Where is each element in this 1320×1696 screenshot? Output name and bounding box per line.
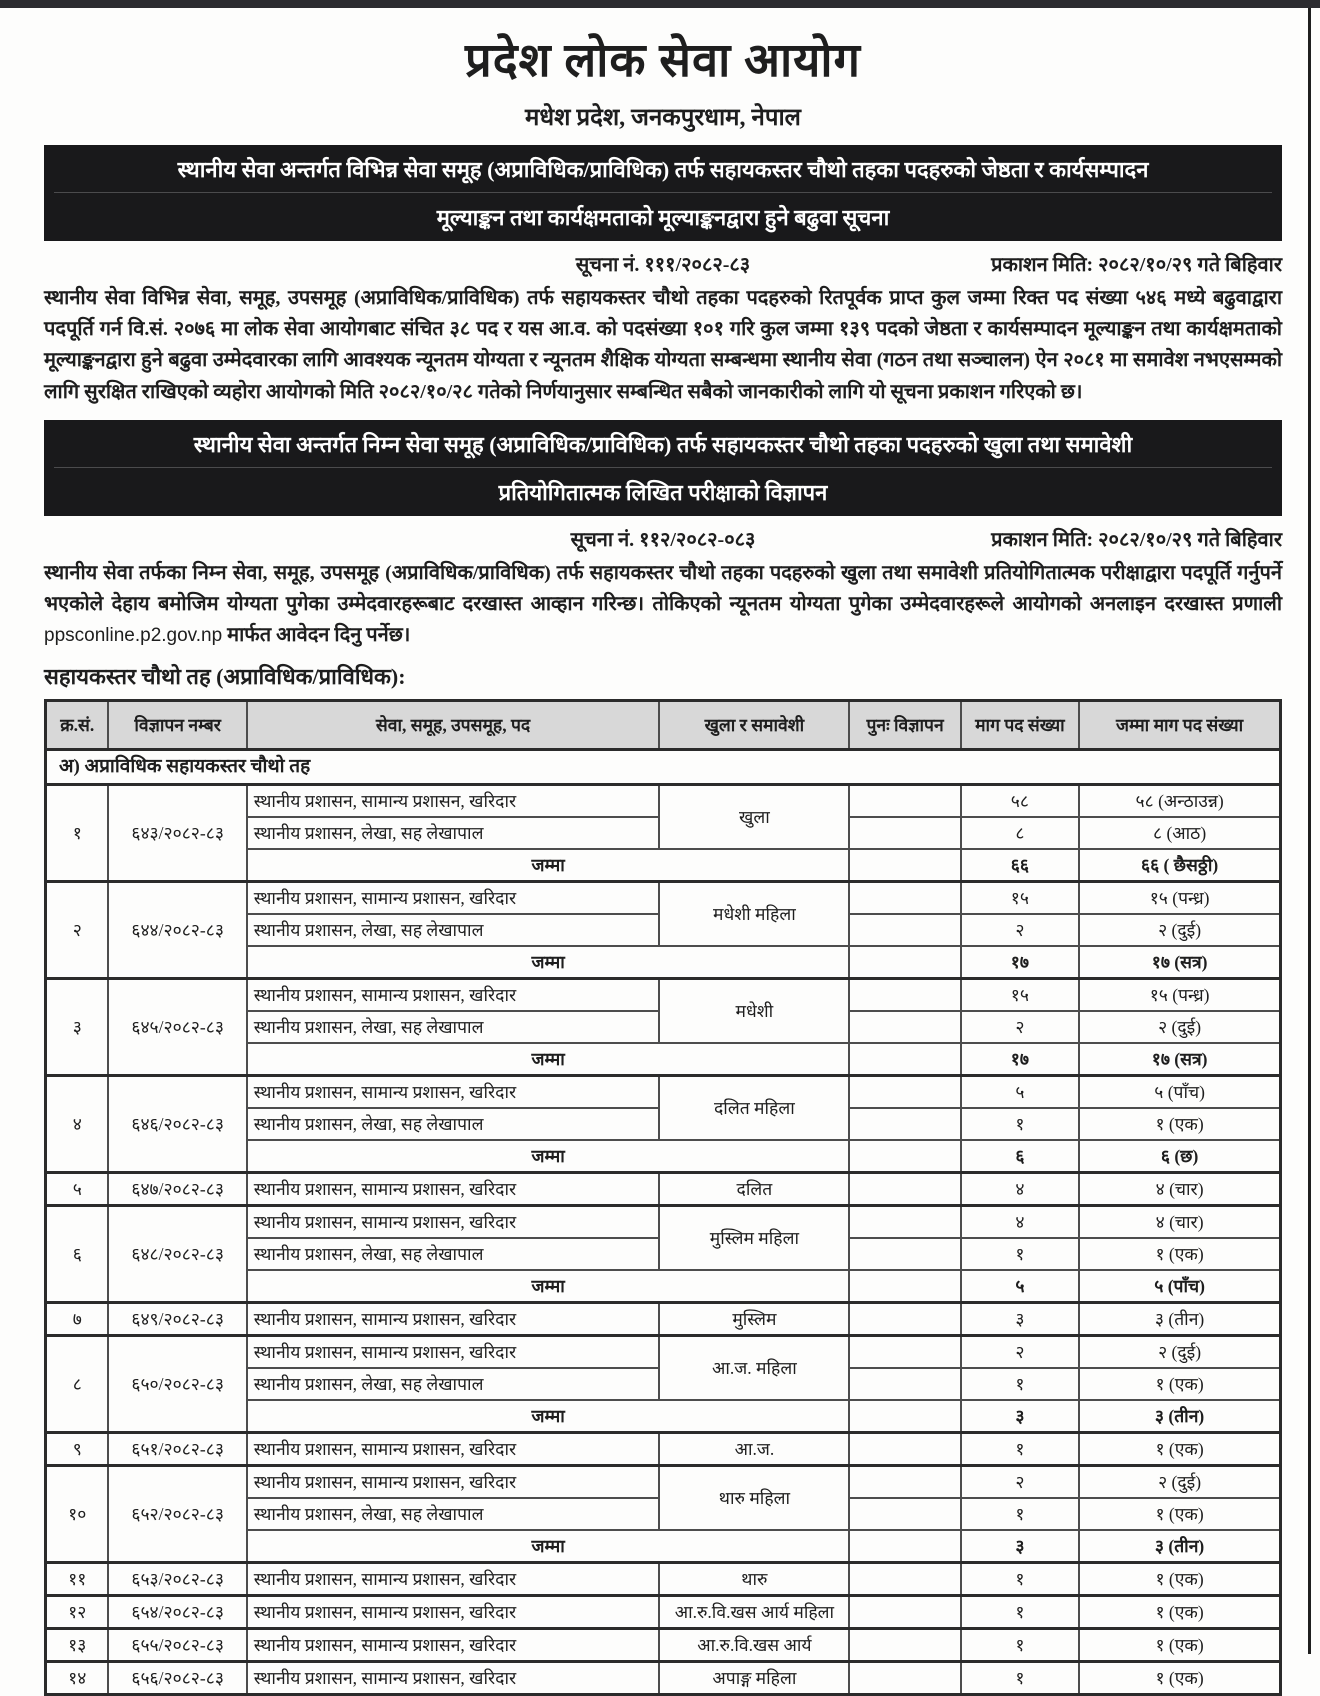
serial-cell: १३ (46, 1629, 109, 1662)
category-cell: आ.ज. महिला (659, 1336, 849, 1401)
exam-banner-line1: स्थानीय सेवा अन्तर्गत निम्न सेवा समूह (अप्राविधिक/प्राविधिक) तर्फ सहायकस्तर चौथो तहका पदहरुको खुला तथा समावेशी (193, 431, 1133, 457)
demand-count-cell: ५ (961, 1076, 1080, 1109)
demand-count-cell: ३ (961, 1303, 1080, 1336)
readvert-cell (849, 1076, 960, 1109)
readvert-cell (849, 817, 960, 849)
category-cell: दलित (659, 1173, 849, 1206)
notice-number: सूचना नं. ११२/२०८२-०८३ (570, 528, 756, 551)
sum-demand-cell: ६ (961, 1140, 1080, 1173)
readvert-cell (849, 1238, 960, 1270)
total-count-cell: ८ (आठ) (1079, 817, 1280, 849)
post-cell: स्थानीय प्रशासन, सामान्य प्रशासन, खरिदार (247, 1662, 660, 1695)
serial-cell: ११ (46, 1563, 109, 1596)
demand-count-cell: २ (961, 1336, 1080, 1369)
total-count-cell: ३ (तीन) (1079, 1303, 1280, 1336)
advert-no-cell: ६५१/२०८२-८३ (108, 1433, 246, 1466)
sum-total-cell: ६६ ( छैसठ्ठी) (1079, 849, 1280, 882)
advert-no-cell: ६५३/२०८२-८३ (108, 1563, 246, 1596)
total-count-cell: २ (दुई) (1079, 1336, 1280, 1369)
post-cell: स्थानीय प्रशासन, सामान्य प्रशासन, खरिदार (247, 979, 660, 1012)
table-row (46, 1336, 1281, 1369)
serial-cell: ४ (46, 1076, 109, 1173)
table-row (46, 1173, 1281, 1206)
readvert-cell (849, 1173, 960, 1206)
advert-no-cell: ६४४/२०८२-८३ (108, 882, 246, 979)
table-row (46, 979, 1281, 1012)
post-cell: स्थानीय प्रशासन, लेखा, सह लेखापाल (247, 1011, 660, 1043)
readvert-cell (849, 1270, 960, 1303)
post-cell: स्थानीय प्रशासन, सामान्य प्रशासन, खरिदार (247, 785, 660, 818)
post-cell: स्थानीय प्रशासन, लेखा, सह लेखापाल (247, 1108, 660, 1140)
category-cell: मधेशी महिला (659, 882, 849, 947)
table-heading: सहायकस्तर चौथो तह (अप्राविधिक/प्राविधिक): (44, 664, 406, 690)
demand-count-cell: ४ (961, 1173, 1080, 1206)
advert-no-cell: ६४८/२०८२-८३ (108, 1206, 246, 1303)
exam-body-after-url: मार्फत आवेदन दिनु पर्नेछ। (227, 624, 411, 647)
readvert-cell (849, 1400, 960, 1433)
readvert-cell (849, 1043, 960, 1076)
category-cell: दलित महिला (659, 1076, 849, 1141)
promotion-notice-banner (44, 145, 1282, 241)
demand-count-cell: १ (961, 1238, 1080, 1270)
readvert-cell (849, 1466, 960, 1499)
publish-date: प्रकाशन मिति: २०८२/१०/२९ गते बिहिवार (991, 254, 1282, 276)
advert-no-cell: ६४३/२०८२-८३ (108, 785, 246, 882)
serial-cell: १४ (46, 1662, 109, 1695)
advert-no-cell: ६४७/२०८२-८३ (108, 1173, 246, 1206)
sum-demand-cell: १७ (961, 946, 1080, 979)
readvert-cell (849, 1498, 960, 1530)
demand-count-cell: १ (961, 1563, 1080, 1596)
sum-demand-cell: १७ (961, 1043, 1080, 1076)
promotion-banner-line1: स्थानीय सेवा अन्तर्गत विभिन्न सेवा समूह (अप्राविधिक/प्राविधिक) तर्फ सहायकस्तर चौथो तहका पदहरुको जेष्ठता र कार्यसम्पादन (177, 157, 1149, 182)
post-cell: स्थानीय प्रशासन, सामान्य प्रशासन, खरिदार (247, 882, 660, 915)
readvert-cell (849, 946, 960, 979)
serial-cell: ८ (46, 1336, 109, 1433)
table-row (46, 1563, 1281, 1596)
category-cell: मुस्लिम (659, 1303, 849, 1336)
notice-number: सूचना नं. १११/२०८२-८३ (575, 254, 751, 276)
advert-no-cell: ६५६/२०८२-८३ (108, 1662, 246, 1695)
readvert-cell (849, 1140, 960, 1173)
demand-count-cell: १ (961, 1368, 1080, 1400)
post-cell: स्थानीय प्रशासन, लेखा, सह लेखापाल (247, 817, 660, 849)
total-count-cell: १ (एक) (1079, 1629, 1280, 1662)
total-count-cell: १ (एक) (1079, 1433, 1280, 1466)
total-count-cell: १ (एक) (1079, 1368, 1280, 1400)
post-cell: स्थानीय प्रशासन, लेखा, सह लेखापाल (247, 1238, 660, 1270)
post-cell: स्थानीय प्रशासन, सामान्य प्रशासन, खरिदार (247, 1563, 660, 1596)
exam-notice-banner (44, 420, 1282, 516)
sum-label-cell: जम्मा (247, 1530, 850, 1563)
sum-label-cell: जम्मा (247, 849, 850, 882)
total-count-cell: १ (एक) (1079, 1108, 1280, 1140)
table-row (46, 1629, 1281, 1662)
readvert-cell (849, 1662, 960, 1695)
table-row (46, 882, 1281, 915)
total-count-cell: ४ (चार) (1079, 1206, 1280, 1239)
demand-count-cell: २ (961, 1466, 1080, 1499)
total-count-cell: ५८ (अन्ठाउन्न) (1079, 785, 1280, 818)
total-count-cell: ५ (पाँच) (1079, 1076, 1280, 1109)
serial-cell: ६ (46, 1206, 109, 1303)
sum-total-cell: ३ (तीन) (1079, 1400, 1280, 1433)
readvert-cell (849, 1629, 960, 1662)
readvert-cell (849, 1530, 960, 1563)
readvert-cell (849, 785, 960, 818)
demand-count-cell: १ (961, 1596, 1080, 1629)
section-row (46, 750, 1281, 785)
demand-count-cell: ८ (961, 817, 1080, 849)
promotion-notice-body: स्थानीय सेवा विभिन्न सेवा, समूह, उपसमूह (अप्राविधिक/प्राविधिक) तर्फ सहायकस्तर चौथो तहका पदहरुको रितपूर्वक प्राप्त कुल जम्मा रिक्त पद संख्या ५४६ मध्ये बढुवाद्वारा पदपूर्ति गर्न वि.सं. २०७६ मा लोक सेवा आयोगबाट संचित ३८ पद र यस आ.व. को पदसंख्या १०१ गरि कुल जम्मा १३९ पदको जेष्ठता र कार्यसम्पादन मूल्याङ्कन तथा कार्यक्षमताको मूल्याङ्कनद्वारा हुने बढुवा उम्मेदवारका लागि आवश्यक न्यूनतम योग्यता र न्यूनतम शैक्षिक योग्यता सम्बन्धमा स्थानीय सेवा (गठन तथा सञ्चालन) ऐन २०८१ मा समावेश नभएसम्मको लागि सुरक्षित राखिएको व्यहोरा आयोगको मिति २०८२/१०/२८ गतेको निर्णयानुसार सम्बन्धित सबैको जानकारीको लागि यो सूचना प्रकाशन गरिएको छ। (44, 287, 1282, 403)
serial-cell: १० (46, 1466, 109, 1563)
advert-no-cell: ६४५/२०८२-८३ (108, 979, 246, 1076)
total-count-cell: १ (एक) (1079, 1238, 1280, 1270)
advert-no-cell: ६५४/२०८२-८३ (108, 1596, 246, 1629)
table-row (46, 1206, 1281, 1239)
total-count-cell: १ (एक) (1079, 1596, 1280, 1629)
post-cell: स्थानीय प्रशासन, सामान्य प्रशासन, खरिदार (247, 1206, 660, 1239)
column-header: माग पद संख्या (961, 701, 1080, 750)
post-cell: स्थानीय प्रशासन, सामान्य प्रशासन, खरिदार (247, 1629, 660, 1662)
sum-label-cell: जम्मा (247, 1140, 850, 1173)
demand-count-cell: ४ (961, 1206, 1080, 1239)
demand-count-cell: २ (961, 1011, 1080, 1043)
readvert-cell (849, 882, 960, 915)
category-cell: खुला (659, 785, 849, 850)
table-row (46, 1076, 1281, 1109)
advert-no-cell: ६५५/२०८२-८३ (108, 1629, 246, 1662)
exam-body-before-url: स्थानीय सेवा तर्फका निम्न सेवा, समूह, उपसमूह (अप्राविधिक/प्राविधिक) तर्फ सहायकस्तर चौथो तहका पदहरुको खुला तथा समावेशी प्रतियोगितात्मक परीक्षाद्वारा पदपूर्ति गर्नुपर्ने भएकोले देहाय बमोजिम योग्यता पुगेका उम्मेदवारहरूबाट दरखास्त आव्हान गरिन्छ। तोकिएको न्यूनतम योग्यता पुगेका उम्मेदवारहरूले आयोगको अनलाइन दरखास्त प्रणाली (44, 561, 1282, 615)
sum-total-cell: १७ (सत्र) (1079, 1043, 1280, 1076)
serial-cell: ३ (46, 979, 109, 1076)
demand-count-cell: १ (961, 1108, 1080, 1140)
category-cell: मुस्लिम महिला (659, 1206, 849, 1271)
column-header: पुनः विज्ञापन (849, 701, 960, 750)
column-header: विज्ञापन नम्बर (108, 701, 246, 750)
table-row (46, 785, 1281, 818)
post-cell: स्थानीय प्रशासन, सामान्य प्रशासन, खरिदार (247, 1076, 660, 1109)
readvert-cell (849, 1108, 960, 1140)
column-header: सेवा, समूह, उपसमूह, पद (247, 701, 660, 750)
sum-total-cell: १७ (सत्र) (1079, 946, 1280, 979)
serial-cell: १२ (46, 1596, 109, 1629)
category-cell: आ.रु.वि.खस आर्य महिला (659, 1596, 849, 1629)
promotion-banner-line2: मूल्याङ्कन तथा कार्यक्षमताको मूल्याङ्कनद्वारा हुने बढुवा सूचना (54, 192, 1272, 232)
serial-cell: १ (46, 785, 109, 882)
table-row (46, 1303, 1281, 1336)
sum-label-cell: जम्मा (247, 1400, 850, 1433)
post-cell: स्थानीय प्रशासन, सामान्य प्रशासन, खरिदार (247, 1336, 660, 1369)
post-cell: स्थानीय प्रशासन, लेखा, सह लेखापाल (247, 914, 660, 946)
right-border-rule (1308, 8, 1311, 1654)
table-row (46, 1433, 1281, 1466)
category-cell: थारु (659, 1563, 849, 1596)
org-name: प्रदेश लोक सेवा आयोग (464, 35, 862, 87)
sum-total-cell: ६ (छ) (1079, 1140, 1280, 1173)
total-count-cell: १५ (पन्ध्र) (1079, 882, 1280, 915)
org-location: मधेश प्रदेश, जनकपुरधाम, नेपाल (525, 105, 801, 131)
vacancy-table (44, 699, 1282, 1696)
post-cell: स्थानीय प्रशासन, सामान्य प्रशासन, खरिदार (247, 1596, 660, 1629)
total-count-cell: २ (दुई) (1079, 914, 1280, 946)
promotion-notice-meta (44, 250, 1282, 280)
total-count-cell: २ (दुई) (1079, 1466, 1280, 1499)
serial-cell: २ (46, 882, 109, 979)
readvert-cell (849, 914, 960, 946)
sum-total-cell: ५ (पाँच) (1079, 1270, 1280, 1303)
demand-count-cell: २ (961, 914, 1080, 946)
category-cell: मधेशी (659, 979, 849, 1044)
table-row (46, 1596, 1281, 1629)
readvert-cell (849, 1563, 960, 1596)
category-cell: थारु महिला (659, 1466, 849, 1531)
readvert-cell (849, 1433, 960, 1466)
demand-count-cell: १ (961, 1498, 1080, 1530)
total-count-cell: १५ (पन्ध्र) (1079, 979, 1280, 1012)
readvert-cell (849, 1368, 960, 1400)
category-cell: अपाङ्ग महिला (659, 1662, 849, 1695)
demand-count-cell: १५ (961, 882, 1080, 915)
top-border-bar (0, 0, 1320, 8)
total-count-cell: २ (दुई) (1079, 1011, 1280, 1043)
readvert-cell (849, 1206, 960, 1239)
sum-label-cell: जम्मा (247, 1270, 850, 1303)
post-cell: स्थानीय प्रशासन, सामान्य प्रशासन, खरिदार (247, 1466, 660, 1499)
sum-demand-cell: ६६ (961, 849, 1080, 882)
demand-count-cell: १ (961, 1433, 1080, 1466)
sum-demand-cell: ३ (961, 1530, 1080, 1563)
demand-count-cell: १ (961, 1662, 1080, 1695)
column-header: खुला र समावेशी (659, 701, 849, 750)
sum-demand-cell: ३ (961, 1400, 1080, 1433)
demand-count-cell: ५८ (961, 785, 1080, 818)
publish-date: प्रकाशन मिति: २०८२/१०/२९ गते बिहिवार (991, 528, 1282, 551)
sum-demand-cell: ५ (961, 1270, 1080, 1303)
document-page (0, 8, 1320, 1696)
readvert-cell (849, 1596, 960, 1629)
readvert-cell (849, 1336, 960, 1369)
advert-no-cell: ६५२/२०८२-८३ (108, 1466, 246, 1563)
column-header: क्र.सं. (46, 701, 109, 750)
table-header-row (46, 701, 1281, 750)
total-count-cell: १ (एक) (1079, 1563, 1280, 1596)
advert-no-cell: ६४६/२०८२-८३ (108, 1076, 246, 1173)
demand-count-cell: १ (961, 1629, 1080, 1662)
sum-total-cell: ३ (तीन) (1079, 1530, 1280, 1563)
advert-no-cell: ६४९/२०८२-८३ (108, 1303, 246, 1336)
post-cell: स्थानीय प्रशासन, सामान्य प्रशासन, खरिदार (247, 1433, 660, 1466)
total-count-cell: १ (एक) (1079, 1662, 1280, 1695)
exam-notice-body (44, 558, 1282, 652)
post-cell: स्थानीय प्रशासन, सामान्य प्रशासन, खरिदार (247, 1173, 660, 1206)
exam-banner-line2: प्रतियोगितात्मक लिखित परीक्षाको विज्ञापन (54, 467, 1272, 507)
serial-cell: ९ (46, 1433, 109, 1466)
post-cell: स्थानीय प्रशासन, लेखा, सह लेखापाल (247, 1368, 660, 1400)
application-url: ppsconline.p2.gov.np (44, 625, 223, 647)
column-header: जम्मा माग पद संख्या (1079, 701, 1280, 750)
sum-label-cell: जम्मा (247, 946, 850, 979)
readvert-cell (849, 849, 960, 882)
table-row (46, 1662, 1281, 1695)
post-cell: स्थानीय प्रशासन, सामान्य प्रशासन, खरिदार (247, 1303, 660, 1336)
category-cell: आ.ज. (659, 1433, 849, 1466)
demand-count-cell: १५ (961, 979, 1080, 1012)
total-count-cell: ४ (चार) (1079, 1173, 1280, 1206)
sum-label-cell: जम्मा (247, 1043, 850, 1076)
category-cell: आ.रु.वि.खस आर्य (659, 1629, 849, 1662)
table-row (46, 1466, 1281, 1499)
serial-cell: ७ (46, 1303, 109, 1336)
post-cell: स्थानीय प्रशासन, लेखा, सह लेखापाल (247, 1498, 660, 1530)
serial-cell: ५ (46, 1173, 109, 1206)
section-label-cell: अ) अप्राविधिक सहायकस्तर चौथो तह (46, 750, 1281, 785)
readvert-cell (849, 1303, 960, 1336)
advert-no-cell: ६५०/२०८२-८३ (108, 1336, 246, 1433)
total-count-cell: १ (एक) (1079, 1498, 1280, 1530)
readvert-cell (849, 979, 960, 1012)
exam-notice-meta (44, 525, 1282, 555)
readvert-cell (849, 1011, 960, 1043)
